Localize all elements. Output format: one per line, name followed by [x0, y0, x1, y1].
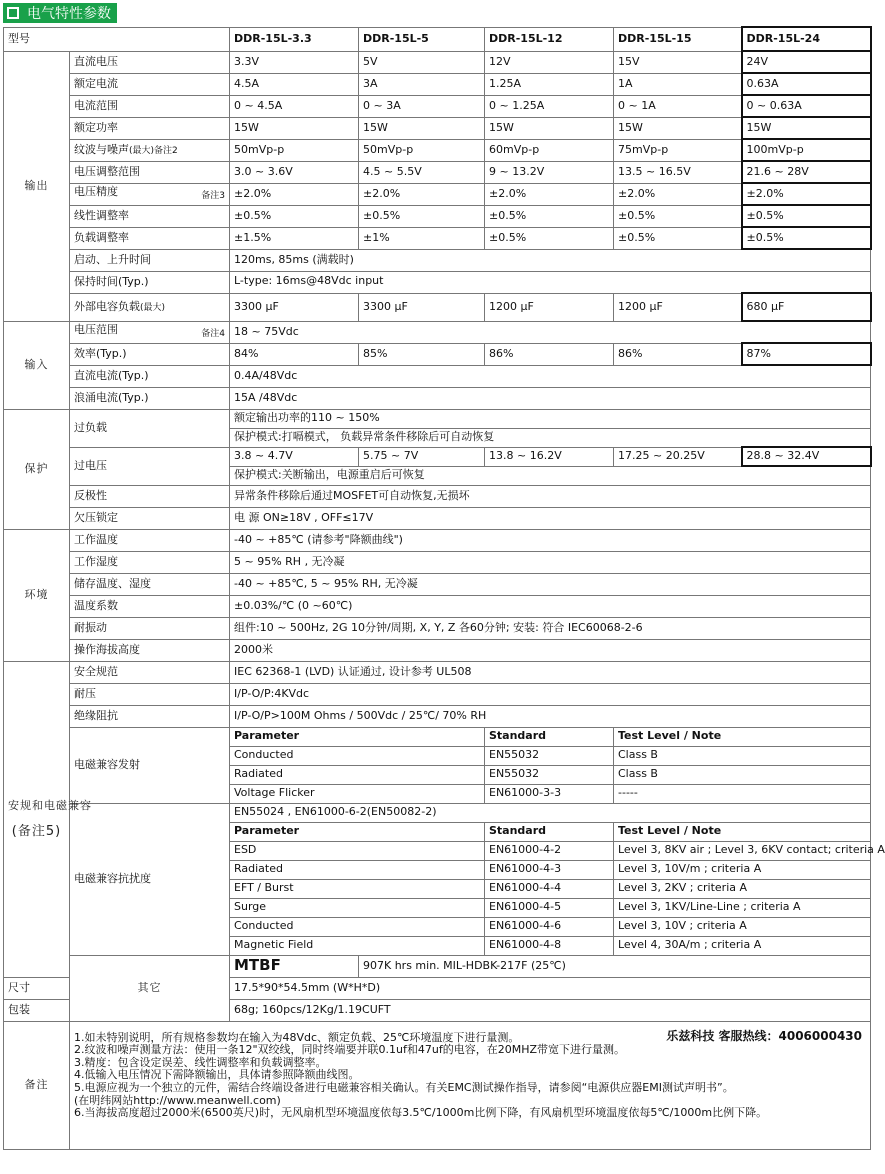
- item-label: 电压范围 备注4: [70, 321, 230, 343]
- model-name: DDR-15L-12: [485, 27, 614, 51]
- spec-row: [4, 51, 871, 73]
- spec-row: [4, 573, 871, 595]
- spec-row: [4, 293, 871, 321]
- spec-row: [4, 507, 871, 529]
- item-label: 操作海拔高度: [70, 639, 230, 661]
- model-name: DDR-15L-5: [359, 27, 485, 51]
- emc-cell: EN61000-4-3: [485, 860, 614, 879]
- value-cell: -40 ~ +85℃ (请参考"降额曲线"): [230, 529, 871, 551]
- item-label: 直流电压: [70, 51, 230, 73]
- item-note: (最大)备注2: [129, 145, 178, 156]
- value-cell: 3A: [359, 73, 485, 95]
- value-cell: ±2.0%: [230, 183, 359, 205]
- item-label: 电磁兼容抗扰度: [70, 803, 230, 955]
- item-label: 保持时间(Typ.): [70, 271, 230, 293]
- emc-cell: Magnetic Field: [230, 936, 485, 955]
- value-cell: 15W: [359, 117, 485, 139]
- value-cell: ±0.5%: [742, 227, 871, 249]
- spec-row: [4, 161, 871, 183]
- spec-table: [3, 26, 885, 1150]
- item-label: 储存温度、湿度: [70, 573, 230, 595]
- section-label-others: 其它: [70, 955, 230, 1021]
- value-cell: 18 ~ 75Vdc: [230, 321, 871, 343]
- value-cell: 24V: [742, 51, 871, 73]
- item-label: 温度系数: [70, 595, 230, 617]
- value-cell: I/P-O/P>100M Ohms / 500Vdc / 25℃/ 70% RH: [230, 705, 871, 727]
- value-cell: 100mVp-p: [742, 139, 871, 161]
- note-line: 4.低输入电压情况下需降额输出，具体请参照降额曲线图。: [74, 1068, 360, 1082]
- model-label: 型号: [4, 27, 230, 51]
- mtbf-label: MTBF: [234, 956, 281, 975]
- item-label: 电流范围: [70, 95, 230, 117]
- spec-row: [4, 661, 871, 683]
- value-cell: 组件:10 ~ 500Hz, 2G 10分钟/周期, X, Y, Z 各60分钟; 安装: 符合 IEC60068-2-6: [230, 617, 871, 639]
- section-label-protection: 保护: [4, 409, 70, 529]
- value-cell: 额定输出功率的110 ~ 150%: [230, 409, 871, 428]
- value-cell: ±0.5%: [485, 227, 614, 249]
- emc-cell: Level 3, 10V ; criteria A: [614, 917, 871, 936]
- value-cell: 5 ~ 95% RH , 无冷凝: [230, 551, 871, 573]
- value-cell: 0 ~ 4.5A: [230, 95, 359, 117]
- value-cell: ±0.5%: [359, 205, 485, 227]
- value-cell: ±1.5%: [230, 227, 359, 249]
- value-cell: 3.8 ~ 4.7V: [230, 447, 359, 466]
- item-label: 欠压锁定: [70, 507, 230, 529]
- note-line: 3.精度：包含设定误差、线性调整率和负载调整率。: [74, 1055, 327, 1069]
- emc-cell: Surge: [230, 898, 485, 917]
- section-header-title: 电气特性参数: [27, 6, 111, 22]
- emc-cell: EN61000-4-4: [485, 879, 614, 898]
- value-cell: 12V: [485, 51, 614, 73]
- value-cell: 120ms, 85ms (满载时): [230, 249, 871, 271]
- value-cell: 15W: [742, 117, 871, 139]
- spec-row: [4, 705, 871, 727]
- value-cell: 电 源 ON≥18V , OFF≤17V: [230, 507, 871, 529]
- value-cell: 15W: [614, 117, 742, 139]
- spec-row: [4, 249, 871, 271]
- value-cell: ±0.5%: [614, 227, 742, 249]
- emc-cell: Level 3, 2KV ; criteria A: [614, 879, 871, 898]
- emc-header-cell: Standard: [485, 822, 614, 841]
- item-label: 纹波与噪声(最大)备注2: [70, 139, 230, 161]
- emc-cell: EN55032: [485, 765, 614, 784]
- value-cell: 50mVp-p: [359, 139, 485, 161]
- value-cell: 15W: [230, 117, 359, 139]
- item-label: 外部电容负载(最大): [70, 293, 230, 321]
- item-label: [230, 955, 359, 977]
- value-cell: ±2.0%: [614, 183, 742, 205]
- spec-row: [4, 639, 871, 661]
- value-cell: -40 ~ +85℃, 5 ~ 95% RH, 无冷凝: [230, 573, 871, 595]
- spec-row: [4, 183, 871, 205]
- item-label: 额定功率: [70, 117, 230, 139]
- value-cell: 1200 μF: [614, 293, 742, 321]
- model-row: [4, 27, 871, 51]
- spec-row: [4, 683, 871, 705]
- value-cell: IEC 62368-1 (LVD) 认证通过, 设计参考 UL508: [230, 661, 871, 683]
- value-cell: 87%: [742, 343, 871, 365]
- emc-header-cell: Parameter: [230, 727, 485, 746]
- emc-cell: Level 3, 10V/m ; criteria A: [614, 860, 871, 879]
- emc-header-cell: Test Level / Note: [614, 727, 871, 746]
- value-cell: 4.5A: [230, 73, 359, 95]
- value-cell: 0.63A: [742, 73, 871, 95]
- value-cell: ±0.03%/℃ (0 ~60℃): [230, 595, 871, 617]
- note-line: (在明纬网站http://www.meanwell.com): [74, 1093, 281, 1107]
- value-cell: 3300 μF: [359, 293, 485, 321]
- item-label: 负载调整率: [70, 227, 230, 249]
- emc-header-cell: Standard: [485, 727, 614, 746]
- item-label: 过负载: [70, 409, 230, 447]
- spec-row: [4, 617, 871, 639]
- value-cell: 5V: [359, 51, 485, 73]
- value-cell: ±1%: [359, 227, 485, 249]
- item-label: 尺寸: [4, 977, 70, 999]
- section-label-notes: 备注: [4, 1021, 70, 1149]
- spec-row: [4, 955, 871, 977]
- value-cell: 15W: [485, 117, 614, 139]
- spec-row: [4, 529, 871, 551]
- emc-intro: EN55024 , EN61000-6-2(EN50082-2): [230, 803, 871, 822]
- value-cell: 1.25A: [485, 73, 614, 95]
- emc-row: [4, 803, 871, 822]
- emc-cell: EN61000-4-8: [485, 936, 614, 955]
- emc-cell: ESD: [230, 841, 485, 860]
- value-cell: 60mVp-p: [485, 139, 614, 161]
- emc-cell: Radiated: [230, 765, 485, 784]
- spec-row: [4, 409, 871, 428]
- item-note: 备注3: [201, 191, 225, 202]
- item-label: 工作温度: [70, 529, 230, 551]
- spec-row: [4, 321, 871, 343]
- item-label: 直流电流(Typ.): [70, 365, 230, 387]
- emc-header-cell: Parameter: [230, 822, 485, 841]
- emc-cell: Class B: [614, 746, 871, 765]
- value-cell: 3300 μF: [230, 293, 359, 321]
- section-label-input: 输入: [4, 321, 70, 409]
- model-name: DDR-15L-24: [742, 27, 871, 51]
- emc-cell: Conducted: [230, 746, 485, 765]
- section-label-safety: 安规和电磁兼容 (备注5): [4, 661, 70, 977]
- emc-cell: EN55032: [485, 746, 614, 765]
- value-cell: ±2.0%: [485, 183, 614, 205]
- value-cell: 3.0 ~ 3.6V: [230, 161, 359, 183]
- value-cell: 28.8 ~ 32.4V: [742, 447, 871, 466]
- value-cell: 13.5 ~ 16.5V: [614, 161, 742, 183]
- emc-cell: EN61000-3-3: [485, 784, 614, 803]
- emc-cell: Level 4, 30A/m ; criteria A: [614, 936, 871, 955]
- item-label: 过电压: [70, 447, 230, 485]
- section-header: [3, 3, 117, 23]
- value-cell: 5.75 ~ 7V: [359, 447, 485, 466]
- value-cell: ±0.5%: [485, 205, 614, 227]
- item-label: 耐压: [70, 683, 230, 705]
- emc-cell: Level 3, 1KV/Line-Line ; criteria A: [614, 898, 871, 917]
- emc-cell: EFT / Burst: [230, 879, 485, 898]
- value-cell: 0 ~ 1A: [614, 95, 742, 117]
- notes-row: [4, 1021, 871, 1149]
- value-cell: 680 μF: [742, 293, 871, 321]
- value-cell: 21.6 ~ 28V: [742, 161, 871, 183]
- note-line: 5.电源应视为一个独立的元件，需结合终端设备进行电磁兼容相关确认。有关EMC测试操作指导，请参阅“电源供应器EMI测试声明书”。: [74, 1081, 734, 1095]
- value-cell: 保护模式:关断输出，电源重启后可恢复: [230, 466, 871, 485]
- spec-row: [4, 595, 871, 617]
- spec-row: [4, 365, 871, 387]
- value-cell: 86%: [485, 343, 614, 365]
- value-cell: 50mVp-p: [230, 139, 359, 161]
- emc-cell: Conducted: [230, 917, 485, 936]
- item-label: 电压精度 备注3: [70, 183, 230, 205]
- emc-cell: Radiated: [230, 860, 485, 879]
- value-cell: 异常条件移除后通过MOSFET可自动恢复,无损坏: [230, 485, 871, 507]
- value-cell: ±2.0%: [359, 183, 485, 205]
- section-label-output: 输出: [4, 51, 70, 321]
- value-cell: L-type: 16ms@48Vdc input: [230, 271, 871, 293]
- model-name: DDR-15L-15: [614, 27, 742, 51]
- model-name: DDR-15L-3.3: [230, 27, 359, 51]
- value-cell: 3.3V: [230, 51, 359, 73]
- note-line: 1.如未特别说明，所有规格参数均在输入为48Vdc、额定负载、25℃环境温度下进行量测。: [74, 1030, 520, 1044]
- value-cell: 15V: [614, 51, 742, 73]
- item-label: 电磁兼容发射: [70, 727, 230, 803]
- section-label-environment: 环境: [4, 529, 70, 661]
- spec-row: [4, 485, 871, 507]
- value-cell: 86%: [614, 343, 742, 365]
- spec-row: [4, 343, 871, 365]
- spec-row: [4, 387, 871, 409]
- item-label: 效率(Typ.): [70, 343, 230, 365]
- spec-row: [4, 117, 871, 139]
- item-note: 备注4: [201, 329, 225, 340]
- value-cell: 1A: [614, 73, 742, 95]
- spec-row: [4, 447, 871, 466]
- item-label: 安全规范: [70, 661, 230, 683]
- value-cell: 0 ~ 0.63A: [742, 95, 871, 117]
- square-icon: [7, 7, 19, 19]
- item-label: 绝缘阻抗: [70, 705, 230, 727]
- emc-cell: Class B: [614, 765, 871, 784]
- value-cell: 4.5 ~ 5.5V: [359, 161, 485, 183]
- value-cell: ±0.5%: [742, 205, 871, 227]
- notes-cell: [70, 1021, 871, 1149]
- value-cell: 17.25 ~ 20.25V: [614, 447, 742, 466]
- emc-cell: Level 3, 8KV air ; Level 3, 6KV contact; criteria A: [614, 841, 871, 860]
- emc-header-cell: Test Level / Note: [614, 822, 871, 841]
- value-cell: 0 ~ 3A: [359, 95, 485, 117]
- value-cell: 68g; 160pcs/12Kg/1.19CUFT: [230, 999, 871, 1021]
- emc-cell: EN61000-4-5: [485, 898, 614, 917]
- item-label: 耐振动: [70, 617, 230, 639]
- spec-row: [4, 95, 871, 117]
- emc-header-row: [4, 727, 871, 746]
- item-note: (最大): [140, 302, 166, 313]
- value-cell: I/P-O/P:4KVdc: [230, 683, 871, 705]
- item-label: 反极性: [70, 485, 230, 507]
- emc-cell: EN61000-4-2: [485, 841, 614, 860]
- item-label: 包装: [4, 999, 70, 1021]
- value-cell: 0.4A/48Vdc: [230, 365, 871, 387]
- spec-row: [4, 227, 871, 249]
- value-cell: 0 ~ 1.25A: [485, 95, 614, 117]
- hotline-text: 乐兹科技 客服热线：4006000430: [666, 1028, 862, 1043]
- note-line: 2.纹波和噪声测量方法：使用一条12"双绞线，同时终端要并联0.1uf和47uf的电容，在20MHZ带宽下进行量测。: [74, 1043, 626, 1057]
- value-cell: 13.8 ~ 16.2V: [485, 447, 614, 466]
- value-cell: 907K hrs min. MIL-HDBK-217F (25℃): [359, 955, 871, 977]
- value-cell: 15A /48Vdc: [230, 387, 871, 409]
- item-label: 线性调整率: [70, 205, 230, 227]
- spec-row: [4, 205, 871, 227]
- emc-cell: Voltage Flicker: [230, 784, 485, 803]
- value-cell: 9 ~ 13.2V: [485, 161, 614, 183]
- spec-row: [4, 551, 871, 573]
- value-cell: 75mVp-p: [614, 139, 742, 161]
- spec-row: [4, 139, 871, 161]
- value-cell: ±2.0%: [742, 183, 871, 205]
- value-cell: ±0.5%: [614, 205, 742, 227]
- value-cell: 85%: [359, 343, 485, 365]
- emc-cell: -----: [614, 784, 871, 803]
- note-line: 6.当海拔高度超过2000米(6500英尺)时，无风扇机型环境温度依每3.5℃/1000m比例下降，有风扇机型环境温度依每5℃/1000m比例下降。: [74, 1106, 768, 1120]
- item-label: 启动、上升时间: [70, 249, 230, 271]
- value-cell: 保护模式:打嗝模式， 负载异常条件移除后可自动恢复: [230, 428, 871, 447]
- item-label: 额定电流: [70, 73, 230, 95]
- section-note: (备注5): [11, 824, 62, 839]
- value-cell: 84%: [230, 343, 359, 365]
- value-cell: 1200 μF: [485, 293, 614, 321]
- spec-row: [4, 73, 871, 95]
- value-cell: ±0.5%: [230, 205, 359, 227]
- item-label: 电压调整范围: [70, 161, 230, 183]
- item-label: 工作湿度: [70, 551, 230, 573]
- value-cell: 2000米: [230, 639, 871, 661]
- emc-cell: EN61000-4-6: [485, 917, 614, 936]
- item-label: 浪涌电流(Typ.): [70, 387, 230, 409]
- value-cell: 17.5*90*54.5mm (W*H*D): [230, 977, 871, 999]
- spec-row: [4, 271, 871, 293]
